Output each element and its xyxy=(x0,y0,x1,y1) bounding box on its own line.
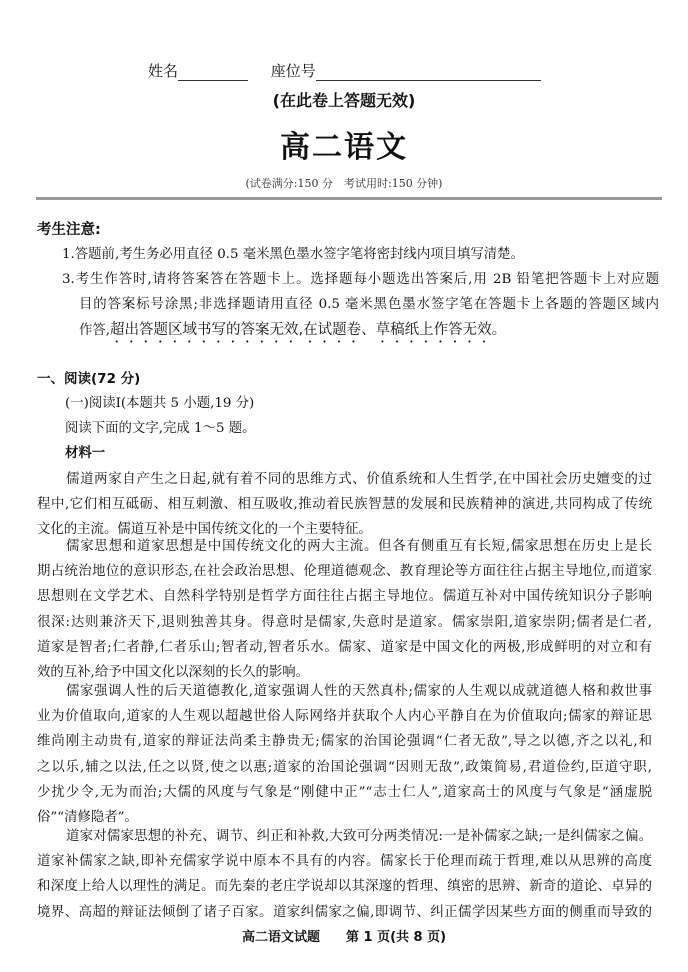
paragraph-line: 道家补儒家之缺,即补充儒家学说中原本不具有的内容。儒家长于伦理而疏于哲理,难以从思辨的高度 xyxy=(37,854,652,870)
paragraph-line: 业为价值取向,道家的人生观以超越世俗人际网络并获取个人内心平静自在为价值取向;儒家的辩证思 xyxy=(37,709,652,725)
paragraph-line: 效的互补,给予中国文化以深刻的长久的影响。 xyxy=(37,665,310,680)
paragraph-line: 和深度上给人以理性的满足。而先秦的老庄学说却以其深邃的哲理、缜密的思辨、新奇的道论、卓异的 xyxy=(37,879,652,895)
material-title: 材料一 xyxy=(65,446,106,461)
paragraph-line: 儒道两家自产生之日起,就有着不同的思维方式、价值系统和人生哲学,在中国社会历史嬗变的过 xyxy=(66,472,652,487)
divider xyxy=(36,197,662,200)
instruction-item-3-line: 3.考生作答时,请将答案答在答题卡上。选择题每小题选出答案后,用 2B 铅笔把答题卡上对应题 xyxy=(62,272,659,287)
paragraph-line: 境界、高超的辩证法倾倒了诸子百家。道家纠儒家之偏,即调节、纠正儒学因某些方面的侧重而导致的 xyxy=(37,904,652,920)
paragraph-line: 很深:达则兼济天下,退则独善其身。得意时是儒家,失意时是道家。儒家崇阳,道家崇阴;儒者是仁者, xyxy=(37,614,652,630)
footer-subject: 高二语文试题 xyxy=(241,930,320,945)
page-footer xyxy=(0,926,688,945)
instruction-item-3-line xyxy=(79,320,659,340)
footer-page-number: 第 1 页(共 8 页) xyxy=(345,930,447,945)
seat-label: 座位号 xyxy=(270,62,316,80)
instruction-item-1: 1.答题前,考生务必用直径 0.5 毫米黑色墨水签字笔将密封线内项目填写清楚。 xyxy=(62,247,524,262)
instruction-emphasis: 超出答题区域书写的答案无效,在试题卷、草稿纸上作答无效。 xyxy=(110,322,507,338)
directions: 阅读下面的文字,完成 1～5 题。 xyxy=(65,421,256,436)
paragraph-line: 之以乐,辅之以法,任之以贤,使之以惠;道家的治国论强调“因则无敌”,政策简易,君道俭约,臣道守职, xyxy=(37,759,652,775)
page-title: 高二语文 xyxy=(280,130,408,165)
exam-info: (试卷满分:150 分 考试用时:150 分钟) xyxy=(245,177,443,190)
name-seat-row xyxy=(148,60,541,81)
name-field[interactable] xyxy=(178,64,248,81)
paragraph-line: 儒家强调人性的后天道德教化,道家强调人性的天然真朴;儒家的人生观以成就道德人格和救世事 xyxy=(66,684,652,699)
paragraph-line: 程中,它们相互砥砺、相互刺激、相互吸收,推动着民族智慧的发展和民族精神的演进,共同构成了传统 xyxy=(37,497,652,513)
subsection-heading: (一)阅读Ⅰ(本题共 5 小题,19 分) xyxy=(65,396,255,411)
paragraph-line: 维尚刚主动贵有,道家的辩证法尚柔主静贵无;儒家的治国论强调“仁者无敌”,导之以德,齐之以礼,和 xyxy=(37,734,652,750)
instructions-heading: 考生注意: xyxy=(37,222,101,238)
paragraph-line: 俗”“清修隐者”。 xyxy=(37,810,138,825)
paragraph-line: 儒家思想和道家思想是中国传统文化的两大主流。但各有侧重互有长短,儒家思想在历史上是长 xyxy=(66,539,652,554)
paragraph-line: 道家是智者;仁者静,仁者乐山;智者动,智者乐水。儒家、道家是中国文化的两极,形成鲜明的对立和有 xyxy=(37,639,652,655)
instruction-item-3-line: 目的答案标号涂黑;非选择题请用直径 0.5 毫米黑色墨水签字笔在答题卡上各题的答题区域内 xyxy=(79,297,659,312)
instruction-text: 作答, xyxy=(79,323,111,338)
section-heading: 一、阅读(72 分) xyxy=(37,371,141,387)
invalid-answer-notice: (在此卷上答题无效) xyxy=(272,91,416,110)
name-label: 姓名 xyxy=(148,62,179,80)
paragraph-line: 少扰少令,无为而治;大儒的风度与气象是“刚健中正”“志士仁人”,道家高士的风度与气象是“涵虚脱 xyxy=(37,784,652,800)
paragraph-line: 道家对儒家思想的补充、调节、纠正和补救,大致可分两类情况:一是补儒家之缺;一是纠儒家之偏。 xyxy=(66,829,652,844)
seat-field[interactable] xyxy=(316,64,541,81)
paragraph-line: 思想则在文学艺术、自然科学特别是哲学方面往往占据主导地位。儒道互补对中国传统知识分子影响 xyxy=(37,589,652,605)
paragraph-line: 文化的主流。儒道互补是中国传统文化的一个主要特征。 xyxy=(37,522,372,538)
paragraph-line: 期占统治地位的意识形态,在社会政治思想、伦理道德观念、教育理论等方面往往占据主导地位,而道家 xyxy=(37,564,652,580)
